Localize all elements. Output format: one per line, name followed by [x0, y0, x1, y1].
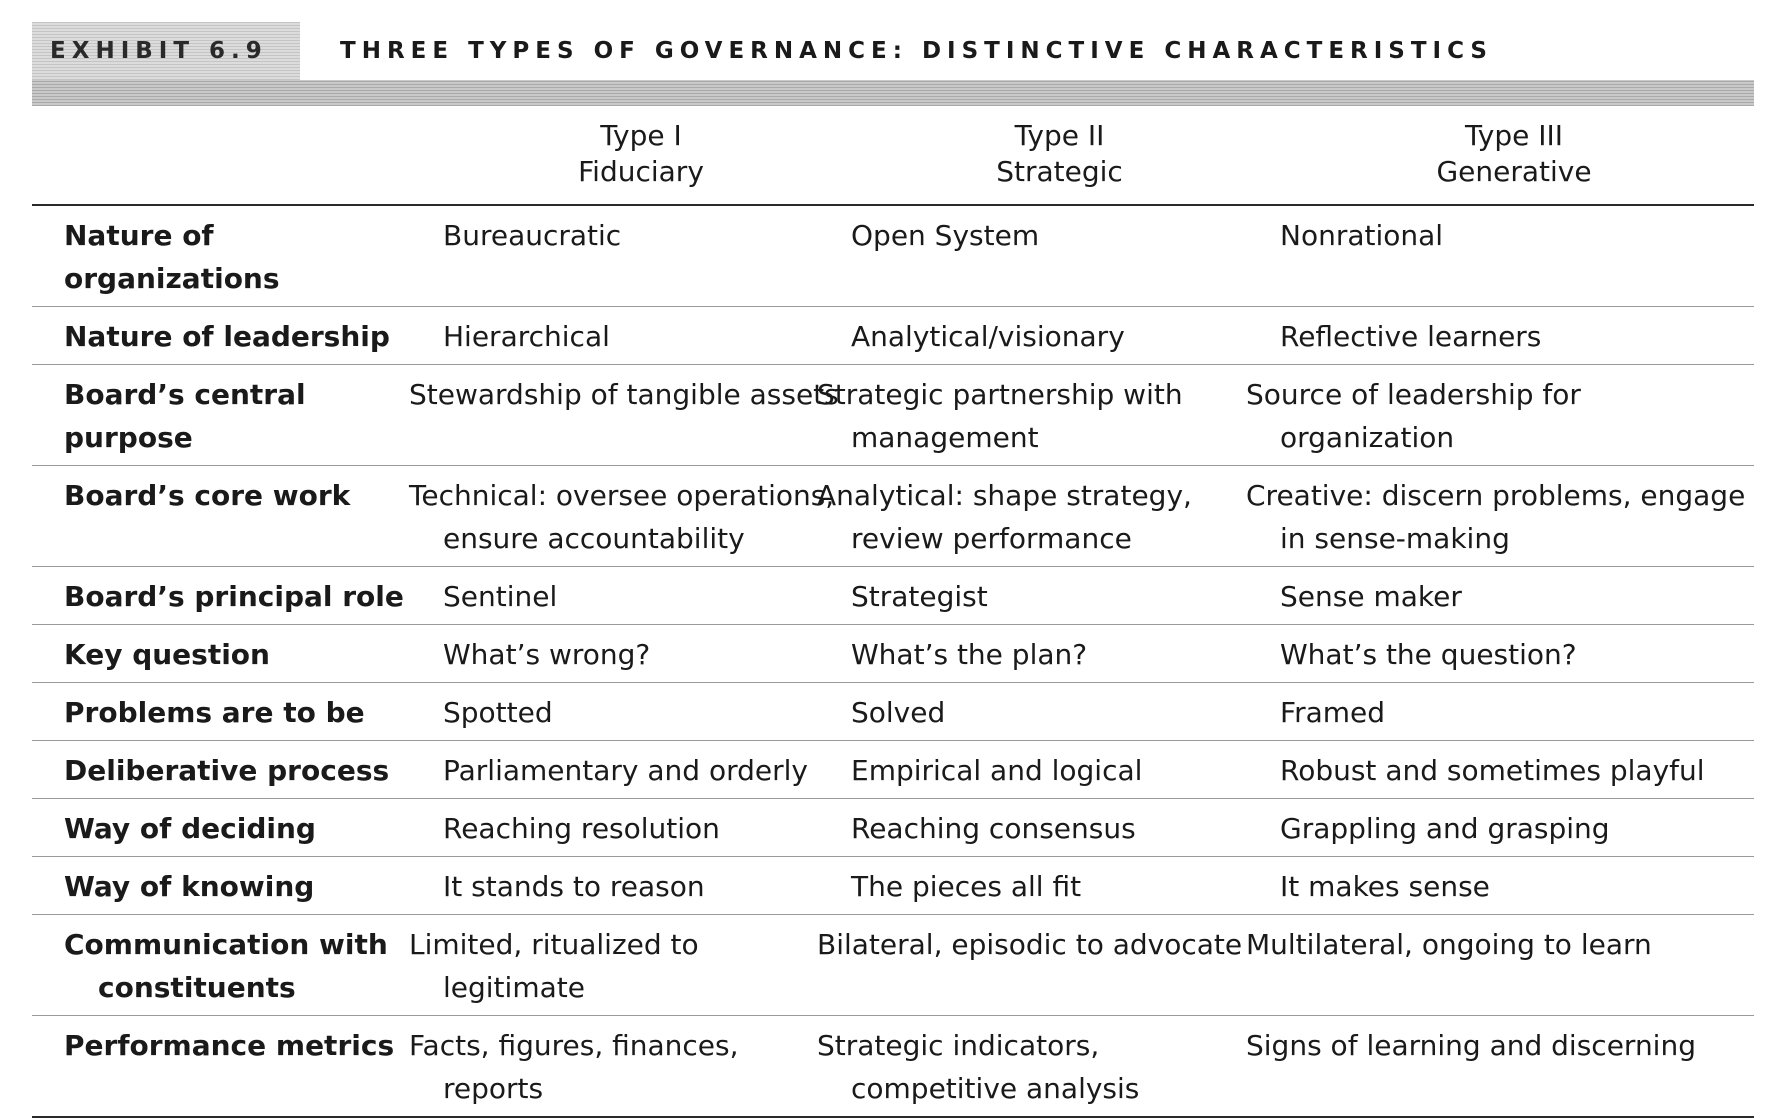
- row-label: Performance metrics: [32, 1016, 437, 1118]
- fiduciary-cell: Bureaucratic: [437, 205, 845, 307]
- column-header-type-1: [437, 108, 845, 205]
- strategic-cell: Open System: [845, 205, 1274, 307]
- strategic-cell: Bilateral, episodic to advocate: [845, 915, 1274, 1016]
- generative-cell: It makes sense: [1274, 857, 1754, 915]
- row-label: Problems are to be: [32, 683, 437, 741]
- exhibit-number: EXHIBIT 6.9: [50, 38, 268, 64]
- column-type: Type III: [1465, 119, 1563, 152]
- fiduciary-cell: Technical: oversee operations, ensure accountability: [437, 466, 845, 567]
- row-label: Nature of leadership: [32, 307, 437, 365]
- column-name: Strategic: [996, 155, 1123, 188]
- generative-cell: Grappling and grasping: [1274, 799, 1754, 857]
- strategic-cell: Analytical/visionary: [845, 307, 1274, 365]
- strategic-cell: What’s the plan?: [845, 625, 1274, 683]
- fiduciary-cell: Hierarchical: [437, 307, 845, 365]
- strategic-cell: Empirical and logical: [845, 741, 1274, 799]
- generative-cell: Robust and sometimes playful: [1274, 741, 1754, 799]
- table-row: [32, 567, 1754, 625]
- strategic-cell: The pieces all fit: [845, 857, 1274, 915]
- exhibit-title: THREE TYPES OF GOVERNANCE: DISTINCTIVE CHARACTERISTICS: [340, 38, 1493, 64]
- table-row: [32, 683, 1754, 741]
- governance-table: [32, 108, 1754, 1118]
- fiduciary-cell: Spotted: [437, 683, 845, 741]
- row-label: Board’s principal role: [32, 567, 437, 625]
- row-label: Deliberative process: [32, 741, 437, 799]
- strategic-cell: Reaching consensus: [845, 799, 1274, 857]
- table-row: [32, 1016, 1754, 1118]
- row-label: Key question: [32, 625, 437, 683]
- column-name: Fiduciary: [578, 155, 704, 188]
- table-row: [32, 741, 1754, 799]
- row-label: Nature of organizations: [32, 205, 437, 307]
- fiduciary-cell: Facts, figures, finances, reports: [437, 1016, 845, 1118]
- fiduciary-cell: It stands to reason: [437, 857, 845, 915]
- strategic-cell: Strategic indicators, competitive analysis: [845, 1016, 1274, 1118]
- fiduciary-cell: Parliamentary and orderly: [437, 741, 845, 799]
- strategic-cell: Strategic partnership with management: [845, 365, 1274, 466]
- row-label: Way of deciding: [32, 799, 437, 857]
- row-label: Board’s central purpose: [32, 365, 437, 466]
- column-name: Generative: [1436, 155, 1592, 188]
- generative-cell: Reflective learners: [1274, 307, 1754, 365]
- table-row: [32, 857, 1754, 915]
- fiduciary-cell: Reaching resolution: [437, 799, 845, 857]
- row-label: Way of knowing: [32, 857, 437, 915]
- table-row: [32, 205, 1754, 307]
- row-label: Communication with constituents: [32, 915, 437, 1016]
- exhibit: [32, 22, 1754, 1118]
- generative-cell: Framed: [1274, 683, 1754, 741]
- header-row: [32, 108, 1754, 205]
- generative-cell: Creative: discern problems, engage in sense-making: [1274, 466, 1754, 567]
- title-rule: [32, 80, 1754, 106]
- strategic-cell: Strategist: [845, 567, 1274, 625]
- column-type: Type I: [600, 119, 682, 152]
- fiduciary-cell: Sentinel: [437, 567, 845, 625]
- header-corner: [32, 108, 437, 205]
- table-body: [32, 205, 1754, 1117]
- table-row: [32, 799, 1754, 857]
- generative-cell: What’s the question?: [1274, 625, 1754, 683]
- generative-cell: Multilateral, ongoing to learn: [1274, 915, 1754, 1016]
- generative-cell: Nonrational: [1274, 205, 1754, 307]
- column-type: Type II: [1014, 119, 1105, 152]
- column-header-type-2: [845, 108, 1274, 205]
- strategic-cell: Solved: [845, 683, 1274, 741]
- table-row: [32, 625, 1754, 683]
- column-header-type-3: [1274, 108, 1754, 205]
- table-row: [32, 365, 1754, 466]
- fiduciary-cell: Stewardship of tangible assets: [437, 365, 845, 466]
- table-header: [32, 108, 1754, 205]
- table-row: [32, 466, 1754, 567]
- fiduciary-cell: What’s wrong?: [437, 625, 845, 683]
- row-label: Board’s core work: [32, 466, 437, 567]
- generative-cell: Sense maker: [1274, 567, 1754, 625]
- table-row: [32, 915, 1754, 1016]
- fiduciary-cell: Limited, ritualized to legitimate: [437, 915, 845, 1016]
- table-row: [32, 307, 1754, 365]
- exhibit-header: [32, 22, 1754, 108]
- strategic-cell: Analytical: shape strategy, review performance: [845, 466, 1274, 567]
- generative-cell: Source of leadership for organization: [1274, 365, 1754, 466]
- generative-cell: Signs of learning and discerning: [1274, 1016, 1754, 1118]
